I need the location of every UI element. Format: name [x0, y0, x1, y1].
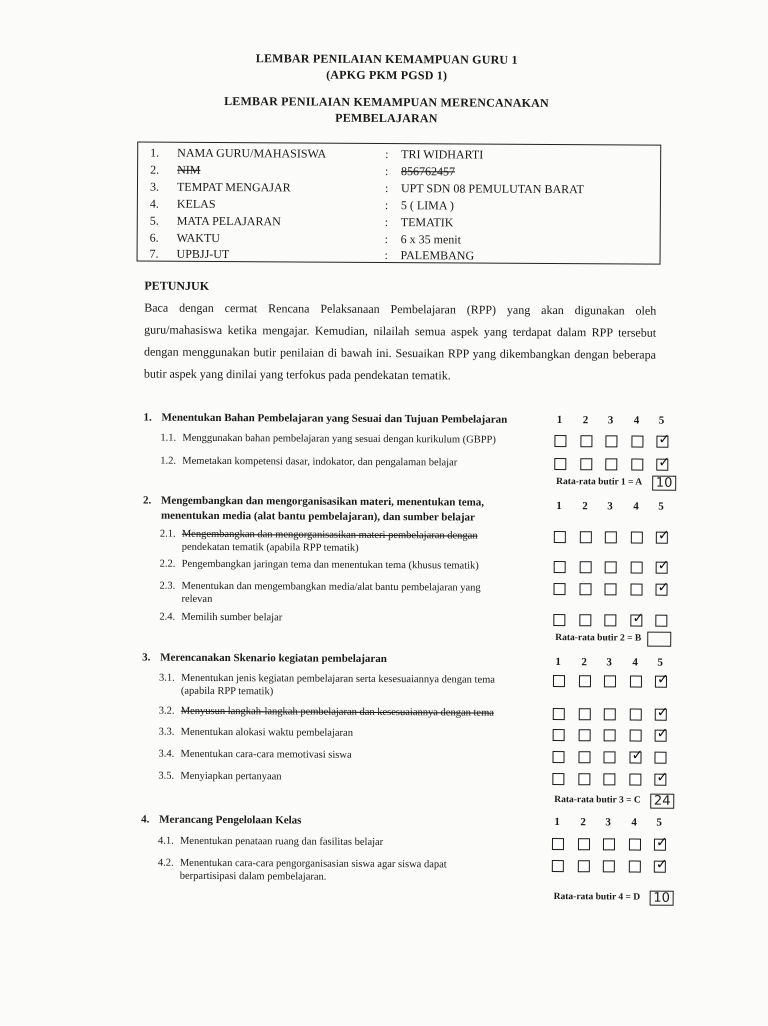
score-checkbox-4[interactable]	[629, 774, 641, 786]
scale-label: 2	[579, 500, 591, 512]
score-checkbox-2[interactable]	[579, 708, 591, 720]
criterion-text-line: Memetakan kompetensi dasar, indokator, dan pengalaman belajar	[182, 455, 542, 470]
score-checkbox-3[interactable]	[605, 561, 617, 573]
criterion-number: 3.4.	[158, 748, 174, 761]
scale-label: 1	[551, 816, 563, 828]
section-title-line: Menentukan Bahan Pembelajaran yang Sesuai dan Tujuan Pembelajaran	[162, 411, 508, 428]
score-checkbox-2[interactable]	[579, 675, 591, 687]
section-title-line: Mengembangkan dan mengorganisasikan materi, menentukan tema,	[161, 494, 484, 511]
score-checkbox-1[interactable]	[553, 729, 565, 741]
score-checkbox-1[interactable]	[552, 860, 564, 872]
score-checkbox-1[interactable]	[553, 675, 565, 687]
score-checkbox-4[interactable]	[629, 752, 641, 764]
criterion-number: 3.5.	[158, 770, 174, 783]
criterion-text-line: berpartisipasi dalam pembelajaran.	[180, 870, 540, 885]
criterion-number: 4.1.	[158, 835, 174, 848]
criterion-text	[180, 748, 540, 763]
check-mark-icon: ✓	[658, 529, 670, 543]
criterion-text	[180, 770, 540, 785]
identity-colon: :	[385, 147, 388, 162]
score-checkbox-3[interactable]	[605, 435, 617, 447]
scale-label: 4	[630, 501, 642, 513]
criterion-text	[181, 611, 541, 626]
identity-number: 4.	[150, 197, 159, 212]
score-checkbox-5[interactable]	[656, 459, 668, 471]
criterion-text-line: Menentukan penataan ruang dan fasilitas belajar	[180, 835, 540, 850]
score-checkbox-2[interactable]	[578, 860, 590, 872]
criterion-text	[181, 726, 541, 741]
identity-label: KELAS	[177, 197, 216, 212]
score-checkbox-5[interactable]	[655, 709, 667, 721]
identity-value: 6 x 35 menit	[401, 232, 461, 247]
average-value-box[interactable]: 10	[652, 476, 676, 491]
score-checkbox-2[interactable]	[580, 458, 592, 470]
scale-label: 5	[655, 501, 667, 513]
score-checkbox-2[interactable]	[578, 838, 590, 850]
section-number: 4.	[141, 813, 149, 828]
average-value-box[interactable]: 10	[650, 891, 674, 906]
criterion-text	[182, 455, 542, 470]
score-checkbox-3[interactable]	[605, 458, 617, 470]
identity-label: UPBJJ-UT	[177, 247, 230, 262]
criterion-text-line: Pengembangkan jaringan tema dan menentukan tema (khusus tematik)	[182, 558, 542, 573]
score-checkbox-5[interactable]	[655, 730, 667, 742]
check-mark-icon: ✓	[656, 771, 668, 785]
criterion-text-line: Menentukan alokasi waktu pembelajaran	[181, 726, 541, 741]
score-checkbox-4[interactable]	[631, 562, 643, 574]
average-label: Rata-rata butir 1 = A	[556, 477, 642, 488]
score-checkbox-3[interactable]	[603, 860, 615, 872]
score-checkbox-4[interactable]	[630, 615, 642, 627]
check-mark-icon: ✓	[631, 749, 643, 763]
score-checkbox-3[interactable]	[604, 675, 616, 687]
score-checkbox-1[interactable]	[554, 458, 566, 470]
section-title-line: Merancang Pengelolaan Kelas	[159, 813, 301, 829]
criterion-text-line: Menyusun langkah-langkah pembelajaran dan kesesuaiannya dengan tema	[181, 705, 541, 720]
average-label: Rata-rata butir 3 = C	[554, 795, 641, 806]
score-checkbox-1[interactable]	[553, 708, 565, 720]
score-checkbox-1[interactable]	[554, 435, 566, 447]
identity-number: 7.	[150, 247, 159, 262]
average-label: Rata-rata butir 2 = B	[555, 633, 641, 644]
criterion-number: 3.3.	[159, 726, 175, 739]
score-checkbox-1[interactable]	[553, 583, 565, 595]
criterion-number: 2.4.	[159, 611, 175, 624]
criterion-text	[182, 558, 542, 573]
score-checkbox-3[interactable]	[603, 773, 615, 785]
score-checkbox-2[interactable]	[580, 561, 592, 573]
criterion-text	[180, 857, 540, 885]
score-checkbox-2[interactable]	[579, 583, 591, 595]
score-checkbox-2[interactable]	[578, 751, 590, 763]
identity-label: NIM	[177, 163, 200, 178]
identity-colon: :	[385, 248, 388, 263]
criterion-number: 3.1.	[159, 672, 175, 685]
criterion-text-line: Menentukan jenis kegiatan pembelajaran serta kesesuaiannya dengan tema	[181, 672, 541, 687]
identity-number: 3.	[150, 180, 159, 195]
identity-colon: :	[385, 215, 388, 230]
scale-label: 4	[631, 415, 643, 427]
criterion-text-line: Menyiapkan pertanyaan	[180, 770, 540, 785]
section-title-line: menentukan media (alat bantu pembelajaran), dan sumber belajar	[161, 509, 475, 526]
identity-colon: :	[385, 164, 388, 179]
score-checkbox-4[interactable]	[631, 436, 643, 448]
scale-label: 1	[553, 500, 565, 512]
criterion-text-line: pendekatan tematik (apabila RPP tematik)	[182, 541, 542, 556]
scale-label: 2	[578, 656, 590, 668]
identity-value: PALEMBANG	[401, 248, 475, 263]
check-mark-icon: ✓	[658, 456, 670, 470]
criterion-text	[181, 705, 541, 720]
score-checkbox-1[interactable]	[552, 751, 564, 763]
section-number: 1.	[144, 411, 152, 426]
check-mark-icon: ✓	[657, 673, 669, 687]
score-checkbox-5[interactable]	[656, 562, 668, 574]
identity-number: 1.	[150, 146, 159, 161]
score-checkbox-2[interactable]	[578, 773, 590, 785]
identity-colon: :	[385, 232, 388, 247]
score-checkbox-5[interactable]	[655, 676, 667, 688]
identity-value: TEMATIK	[401, 215, 454, 230]
score-checkbox-4[interactable]	[630, 709, 642, 721]
check-mark-icon: ✓	[658, 559, 670, 573]
criterion-number: 1.1.	[160, 432, 176, 445]
score-checkbox-3[interactable]	[603, 838, 615, 850]
criterion-number: 3.2.	[159, 705, 175, 718]
scale-label: 3	[604, 500, 616, 512]
section-number: 2.	[143, 494, 151, 509]
criterion-text-line: Menentukan cara-cara memotivasi siswa	[180, 748, 540, 763]
criterion-text	[180, 835, 540, 850]
criterion-text-line: Menentukan dan mengembangkan media/alat bantu pembelajaran yang	[182, 580, 542, 595]
title-line-3: LEMBAR PENILAIAN KEMAMPUAN MERENCANAKAN	[2, 93, 768, 113]
criterion-text-line: Menggunakan bahan pembelajaran yang sesuai dengan kurikulum (GBPP)	[182, 432, 542, 447]
score-checkbox-5[interactable]	[654, 861, 666, 873]
identity-value: 856762457	[401, 164, 455, 179]
score-checkbox-2[interactable]	[579, 729, 591, 741]
criterion-text-line: relevan	[181, 593, 541, 608]
score-checkbox-4[interactable]	[631, 459, 643, 471]
identity-number: 6.	[150, 231, 159, 246]
identity-colon: :	[385, 181, 388, 196]
criterion-number: 4.2.	[158, 857, 174, 870]
score-checkbox-3[interactable]	[604, 708, 616, 720]
criterion-number: 2.2.	[160, 558, 176, 571]
score-checkbox-2[interactable]	[580, 435, 592, 447]
section-number: 3.	[142, 651, 150, 666]
score-checkbox-5[interactable]	[656, 436, 668, 448]
check-mark-icon: ✓	[657, 727, 669, 741]
scale-label: 1	[552, 656, 564, 668]
criterion-text	[181, 672, 541, 700]
score-checkbox-4[interactable]	[629, 839, 641, 851]
criterion-text	[181, 580, 541, 608]
check-mark-icon: ✓	[657, 706, 669, 720]
score-checkbox-1[interactable]	[554, 531, 566, 543]
scale-label: 3	[602, 816, 614, 828]
score-checkbox-5[interactable]	[655, 615, 667, 627]
scale-label: 2	[577, 816, 589, 828]
title-line-1: LEMBAR PENILAIAN KEMAMPUAN GURU 1	[3, 50, 768, 70]
criterion-text	[182, 528, 542, 556]
score-checkbox-1[interactable]	[554, 561, 566, 573]
title-line-2: (APKG PKM PGSD 1)	[3, 66, 768, 86]
identity-colon: :	[385, 198, 388, 213]
scale-label: 3	[605, 414, 617, 426]
scale-label: 5	[653, 817, 665, 829]
identity-value: TRI WIDHARTI	[401, 147, 483, 163]
assessment-sections	[3, 0, 768, 2]
check-mark-icon: ✓	[632, 612, 644, 626]
score-checkbox-3[interactable]	[604, 614, 616, 626]
criterion-text-line: Memilih sumber belajar	[181, 611, 541, 626]
criterion-number: 1.2.	[160, 455, 176, 468]
score-checkbox-5[interactable]	[654, 774, 666, 786]
score-checkbox-2[interactable]	[580, 531, 592, 543]
identity-box	[137, 141, 662, 264]
average-label: Rata-rata butir 4 = D	[554, 892, 641, 903]
check-mark-icon: ✓	[656, 858, 668, 872]
scale-label: 2	[580, 414, 592, 426]
section-title-line: Merencanakan Skenario kegiatan pembelajaran	[160, 651, 387, 667]
score-checkbox-3[interactable]	[604, 583, 616, 595]
score-checkbox-3[interactable]	[603, 751, 615, 763]
score-checkbox-1[interactable]	[552, 838, 564, 850]
identity-value: 5 ( LIMA )	[401, 198, 454, 213]
check-mark-icon: ✓	[656, 836, 668, 850]
score-checkbox-1[interactable]	[552, 773, 564, 785]
scale-label: 1	[554, 414, 566, 426]
score-checkbox-4[interactable]	[630, 676, 642, 688]
score-checkbox-2[interactable]	[579, 614, 591, 626]
score-checkbox-1[interactable]	[553, 614, 565, 626]
identity-number: 5.	[150, 214, 159, 229]
criterion-text-line: (apabila RPP tematik)	[181, 685, 541, 700]
score-checkbox-3[interactable]	[604, 729, 616, 741]
criterion-text	[182, 432, 542, 447]
criterion-text-line: Menentukan cara-cara pengorganisasian siswa agar siswa dapat	[180, 857, 540, 872]
score-checkbox-4[interactable]	[629, 861, 641, 873]
check-mark-icon: ✓	[658, 433, 670, 447]
score-checkbox-5[interactable]	[654, 752, 666, 764]
score-checkbox-3[interactable]	[605, 531, 617, 543]
scale-label: 5	[654, 657, 666, 669]
petunjuk-text: Baca dengan cermat Rencana Pelaksanaan Pembelajaran (RPP) yang akan digunakan oleh guru/mahasiswa ketika mengajar. Kemudian, nilailah semua aspek yang terdapat dalam RPP tersebut dengan menggunakan butir penilaian di bawah ini. Sesuaikan RPP yang dikembangkan dengan beberapa butir aspek yang dinilai yang terfokus pada pendekatan tematik.	[144, 297, 657, 388]
identity-value: UPT SDN 08 PEMULUTAN BARAT	[401, 181, 584, 197]
identity-label: WAKTU	[177, 231, 220, 246]
score-checkbox-4[interactable]	[631, 532, 643, 544]
identity-label: MATA PELAJARAN	[177, 214, 281, 230]
identity-label: TEMPAT MENGAJAR	[177, 180, 291, 196]
score-checkbox-5[interactable]	[656, 532, 668, 544]
average-value-box[interactable]	[647, 632, 671, 647]
score-checkbox-4[interactable]	[630, 584, 642, 596]
criterion-number: 2.3.	[160, 580, 176, 593]
petunjuk-heading: PETUNJUK	[144, 279, 209, 294]
scale-label: 4	[628, 816, 640, 828]
average-value-box[interactable]: 24	[650, 794, 674, 809]
score-checkbox-4[interactable]	[630, 730, 642, 742]
criterion-number: 2.1.	[160, 528, 176, 541]
score-checkbox-5[interactable]	[655, 584, 667, 596]
check-mark-icon: ✓	[658, 581, 670, 595]
identity-label: NAMA GURU/MAHASISWA	[177, 146, 326, 162]
score-checkbox-5[interactable]	[654, 839, 666, 851]
scale-label: 4	[629, 657, 641, 669]
scale-label: 3	[603, 656, 615, 668]
criterion-text-line: Mengembangkan dan mengorganisasikan materi pembelajaran dengan	[182, 528, 542, 543]
title-line-4: PEMBELAJARAN	[2, 109, 768, 129]
scale-label: 5	[656, 415, 668, 427]
identity-number: 2.	[150, 163, 159, 178]
